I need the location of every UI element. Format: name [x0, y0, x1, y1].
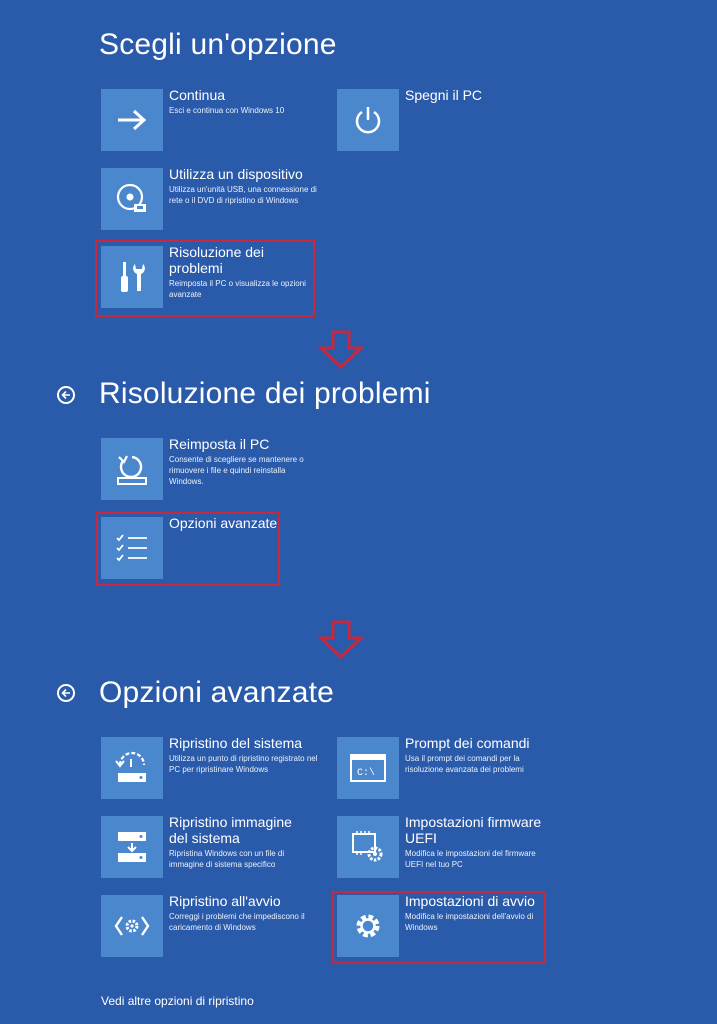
tile-title: Ripristino immagine del sistema — [169, 814, 292, 846]
tile-command-prompt[interactable] — [337, 737, 567, 801]
tile-title: Risoluzione dei problemi — [169, 244, 264, 276]
tile-title: Impostazioni firmware UEFI — [405, 814, 542, 846]
firmware-chip-icon — [337, 816, 399, 878]
more-recovery-options-link[interactable]: Vedi altre opzioni di ripristino — [101, 994, 254, 1008]
tile-reset-pc[interactable] — [101, 438, 331, 502]
back-arrow-icon[interactable] — [57, 684, 75, 702]
system-image-icon — [101, 816, 163, 878]
tile-desc: Usa il prompt dei comandi per la risoluzione avanzata dei problemi — [405, 754, 524, 774]
tile-title: Continua — [169, 87, 226, 103]
back-arrow-icon[interactable] — [57, 386, 75, 404]
down-arrow-icon — [318, 620, 364, 660]
tile-desc: Reimposta il PC o visualizza le opzioni avanzate — [169, 279, 306, 299]
tile-shutdown[interactable] — [337, 89, 567, 153]
disc-drive-icon — [101, 168, 163, 230]
system-restore-icon — [101, 737, 163, 799]
highlight-box — [95, 240, 315, 317]
tile-system-restore[interactable] — [101, 737, 331, 801]
tile-desc: Modifica le impostazioni del firmware UEFI nel tuo PC — [405, 849, 536, 869]
tile-title: Prompt dei comandi — [405, 735, 530, 751]
reset-pc-icon — [101, 438, 163, 500]
tile-system-image-recovery[interactable] — [101, 816, 331, 880]
tile-title: Ripristino all'avvio — [169, 893, 281, 909]
highlight-box — [96, 512, 280, 586]
tile-title: Ripristino del sistema — [169, 735, 303, 751]
down-arrow-icon — [318, 330, 364, 370]
tile-desc: Modifica le impostazioni dell'avvio di Windows — [405, 912, 534, 932]
tile-desc: Esci e continua con Windows 10 — [169, 106, 285, 115]
tile-title: Utilizza un dispositivo — [169, 166, 303, 182]
tile-uefi-firmware[interactable] — [337, 816, 567, 880]
tile-desc: Utilizza un'unità USB, una connessione di rete o il DVD di ripristino di Windows — [169, 185, 317, 205]
tile-use-device[interactable] — [101, 168, 331, 232]
tile-title: Opzioni avanzate — [169, 515, 278, 531]
arrow-right-icon — [101, 89, 163, 151]
tile-title: Reimposta il PC — [169, 436, 270, 452]
tile-desc: Utilizza un punto di ripristino registrato nel PC per ripristinare Windows — [169, 754, 318, 774]
code-brackets-icon — [101, 895, 163, 957]
tile-title: Spegni il PC — [405, 87, 483, 103]
command-prompt-icon — [337, 737, 399, 799]
svg-text:C:\: C:\ — [357, 768, 376, 779]
tile-startup-repair[interactable] — [101, 895, 331, 959]
tile-continue[interactable] — [101, 89, 331, 153]
page-title-choose-option: Scegli un'opzione — [99, 28, 337, 61]
tile-desc: Ripristina Windows con un file di immagine di sistema specifico — [169, 849, 285, 869]
tile-desc: Correggi i problemi che impediscono il caricamento di Windows — [169, 912, 305, 932]
page-title-advanced-options: Opzioni avanzate — [99, 676, 335, 709]
page-title-troubleshoot: Risoluzione dei problemi — [99, 377, 431, 410]
tile-desc: Consente di scegliere se mantenere o rimuovere i file e quindi reinstalla Windows. — [169, 455, 304, 486]
tile-title: Impostazioni di avvio — [405, 893, 535, 909]
highlight-box — [332, 891, 546, 964]
power-icon — [337, 89, 399, 151]
